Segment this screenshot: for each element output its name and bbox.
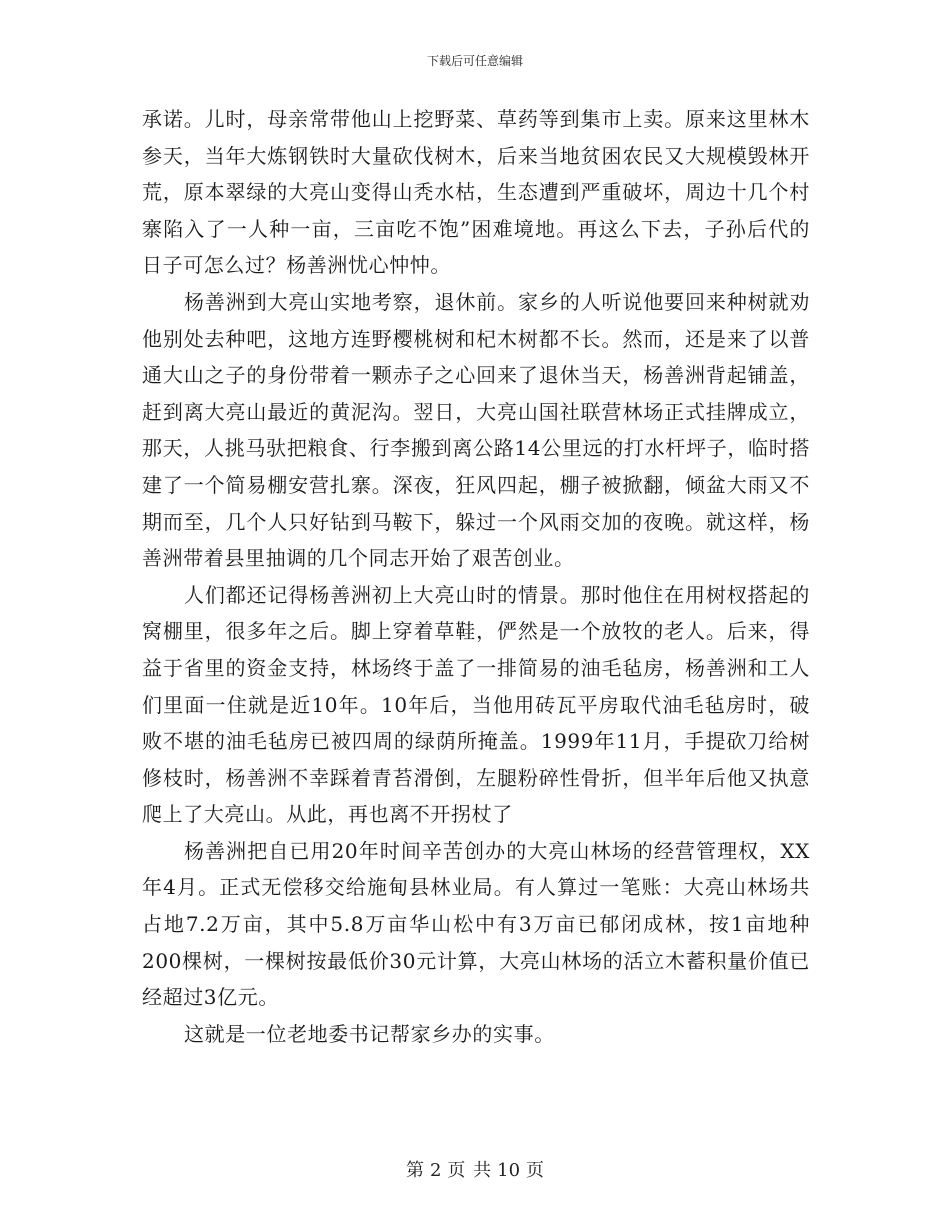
paragraph-5: 这就是一位老地委书记帮家乡办的实事。	[184, 1021, 555, 1046]
paragraph-2: 杨善洲到大亮山实地考察，退休前。家乡的人听说他要回来种树就劝他别处去种吧，这地方连野樱桃树和杞木树都不长。然而，还是来了以普通大山之子的身份带着一颗赤子之心回来了退休当天，杨善洲背起铺盖，赶到离大亮山最近的黄泥沟。翌日，大亮山国社联营林场正式挂牌成立，那天，人挑马驮把粮食、行李搬到离公路14公里远的打水杆坪子，临时搭建了一个简易棚安营扎寨。深夜，狂风四起，棚子被掀翻，倾盆大雨又不期而至，几个人只好钻到马鞍下，躲过一个风雨交加的夜晚。就这样，杨善洲带着县里抽调的几个同志开始了艰苦创业。	[142, 289, 810, 571]
paragraph-3: 人们都还记得杨善洲初上大亮山时的情景。那时他住在用树杈搭起的窝棚里，很多年之后。脚上穿着草鞋，俨然是一个放牧的老人。后来，得益于省里的资金支持，林场终于盖了一排简易的油毛毡房，杨善洲和工人们里面一住就是近10年。10年后，当他用砖瓦平房取代油毛毡房时，破败不堪的油毛毡房已被四周的绿荫所掩盖。1999年11月，手提砍刀给树修枝时，杨善洲不幸踩着青苔滑倒，左腿粉碎性骨折，但半年后他又执意爬上了大亮山。从此，再也离不开拐杖了	[142, 582, 810, 827]
page-footer	[0, 1156, 950, 1182]
page-total: 10	[497, 1160, 521, 1181]
page-middle: 页 共	[447, 1160, 492, 1181]
paragraph-1: 承诺。儿时，母亲常带他山上挖野菜、草药等到集市上卖。原来这里林木参天，当年大炼钢铁时大量砍伐树木，后来当地贫困农民又大规模毁林开荒，原本翠绿的大亮山变得山秃水枯，生态遭到严重破坏，周边十几个村寨陷入了一人种一亩，三亩吃不饱”困难境地。再这么下去，子孙后代的日子可怎么过？杨善洲忧心忡忡。	[142, 107, 810, 278]
page-current: 2	[429, 1160, 442, 1181]
page-prefix: 第	[405, 1160, 424, 1181]
paragraph-4: 杨善洲把自已用20年时间辛苦创办的大亮山林场的经营管理权，XX年4月。正式无偿移交给施甸县林业局。有人算过一笔账：大亮山林场共占地7.2万亩，其中5.8万亩华山松中有3万亩已郁闭成林，按1亩地种200棵树，一棵树按最低价30元计算，大亮山林场的活立木蓄积量价值已经超过3亿元。	[142, 838, 810, 1010]
document-body	[142, 101, 810, 1052]
header-note: 下载后可任意编辑	[426, 54, 523, 68]
page-suffix: 页	[526, 1160, 545, 1181]
